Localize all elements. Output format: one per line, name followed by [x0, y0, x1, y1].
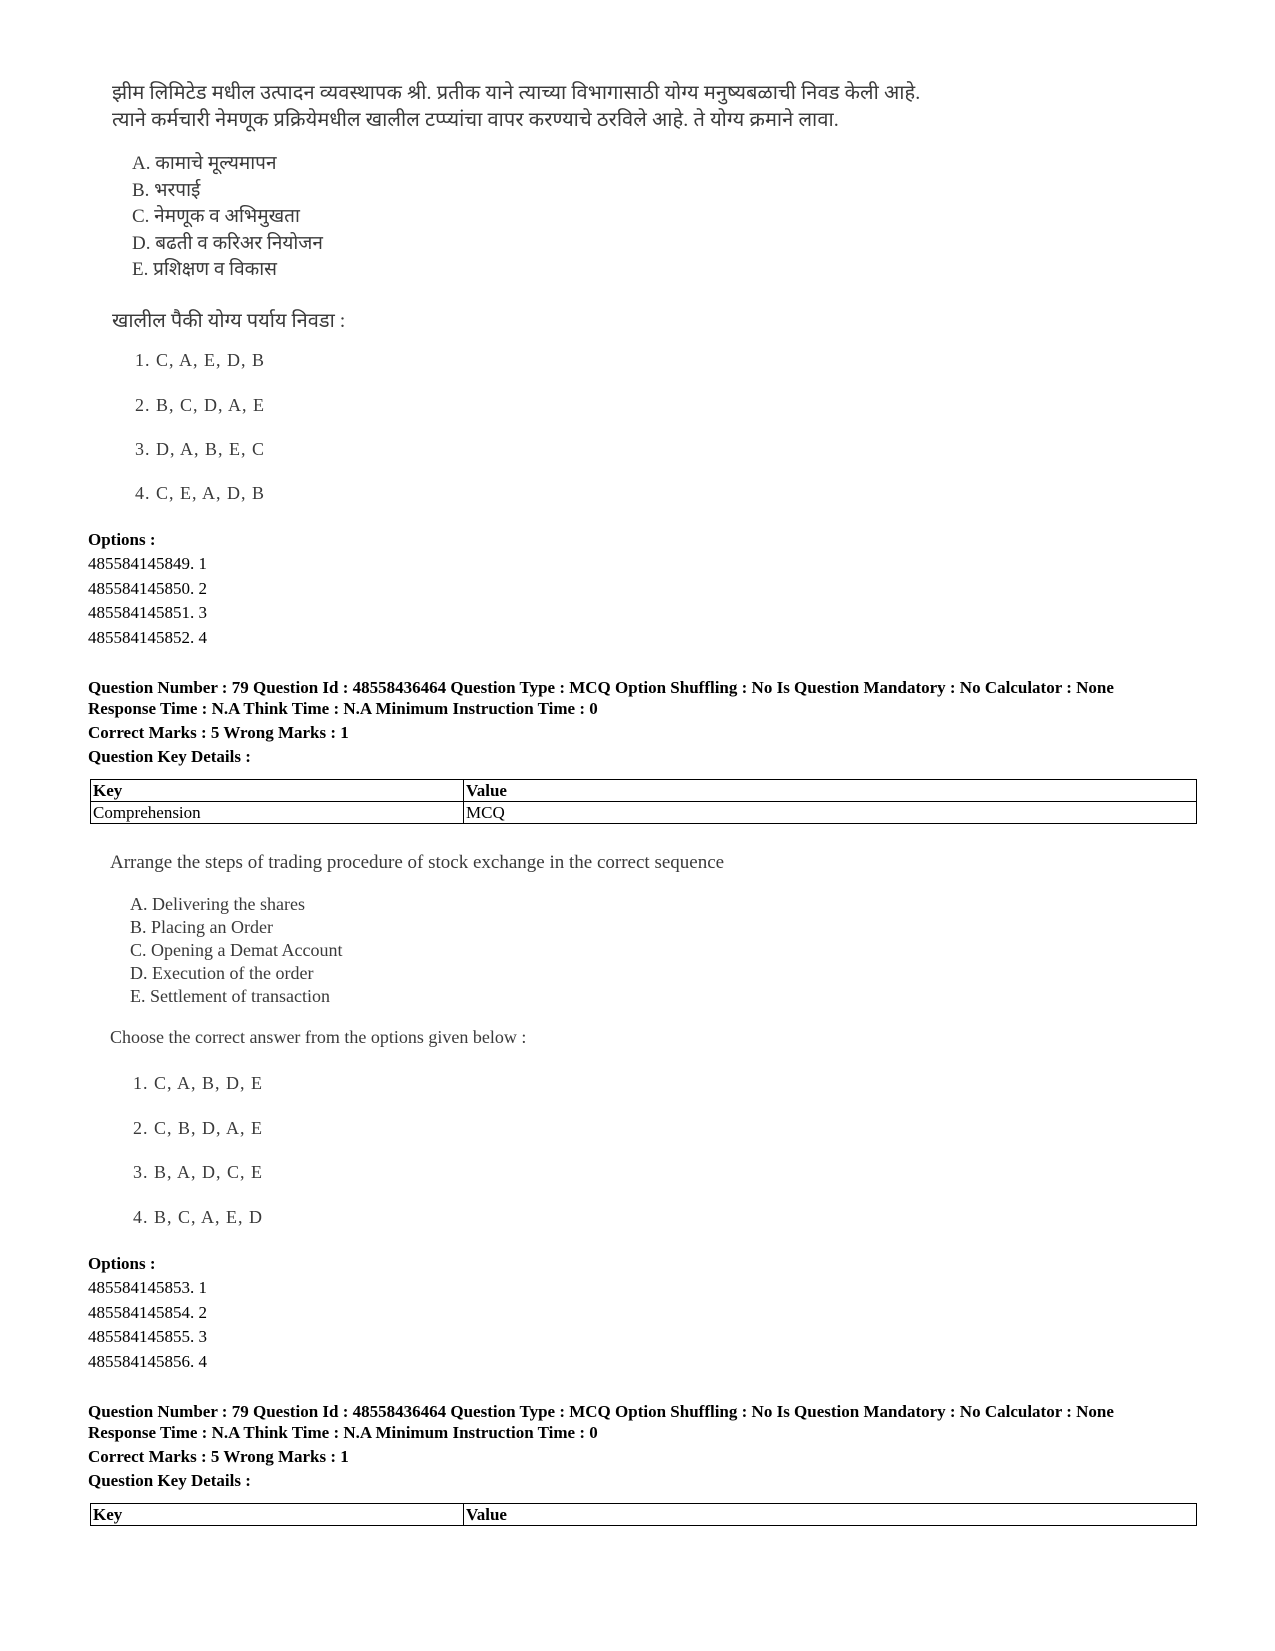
- question-meta-line: Question Number : 79 Question Id : 48558436464 Question Type : MCQ Option Shuffling : No Is Question Mandatory : No Calculator : None: [88, 678, 1114, 697]
- table-cell: MCQ: [464, 802, 1197, 824]
- choice-item: 3. B, A, D, C, E: [133, 1162, 264, 1182]
- question-78-text: [112, 80, 920, 134]
- table-row: [91, 802, 1197, 824]
- table-header-key: Key: [91, 780, 464, 802]
- key-value-table: [90, 779, 1197, 824]
- choice-item: 1. C, A, B, D, E: [133, 1073, 264, 1093]
- option-line: 485584145856. 4: [88, 1351, 207, 1371]
- option-line: 485584145852. 4: [88, 627, 207, 647]
- choice-item: 2. C, B, D, A, E: [133, 1118, 264, 1138]
- list-item: C. नेमणूक व अभिमुखता: [132, 206, 300, 227]
- choice-item: 1. C, A, E, D, B: [135, 350, 266, 370]
- question-meta-line: Question Number : 79 Question Id : 48558436464 Question Type : MCQ Option Shuffling : No Is Question Mandatory : No Calculator : None: [88, 1402, 1114, 1421]
- option-line: 485584145853. 1: [88, 1278, 207, 1297]
- question-78-prompt: खालील पैकी योग्य पर्याय निवडा :: [112, 310, 346, 332]
- list-item: E. Settlement of transaction: [130, 986, 330, 1006]
- question-meta-line: Response Time : N.A Think Time : N.A Minimum Instruction Time : 0: [88, 1423, 598, 1442]
- list-item: A. कामाचे मूल्यमापन: [132, 153, 277, 174]
- list-item: D. बढती व करिअर नियोजन: [132, 232, 323, 254]
- question-meta-line: Response Time : N.A Think Time : N.A Minimum Instruction Time : 0: [88, 699, 598, 718]
- options-block: [88, 527, 207, 650]
- table-header-value: Value: [464, 780, 1197, 802]
- option-line: 485584145855. 3: [88, 1327, 207, 1346]
- key-value-table: [90, 1503, 1197, 1526]
- option-line: 485584145851. 3: [88, 603, 207, 622]
- question-78-items: [132, 152, 323, 285]
- question-meta: [88, 1401, 1114, 1491]
- list-item: B. भरपाई: [132, 179, 201, 201]
- option-line: 485584145849. 1: [88, 554, 207, 573]
- choice-item: 2. B, C, D, A, E: [135, 395, 266, 415]
- choice-item: 3. D, A, B, E, C: [135, 439, 266, 459]
- table-header-row: [91, 780, 1197, 802]
- list-item: A. Delivering the shares: [130, 894, 305, 914]
- choice-item: 4. B, C, A, E, D: [133, 1207, 264, 1227]
- table-header-row: [91, 1504, 1197, 1526]
- option-line: 485584145850. 2: [88, 578, 207, 598]
- list-item: D. Execution of the order: [130, 963, 314, 983]
- marks-line: Correct Marks : 5 Wrong Marks : 1: [88, 1447, 349, 1466]
- option-line: 485584145854. 2: [88, 1302, 207, 1322]
- options-block: [88, 1251, 207, 1374]
- question-meta: [88, 677, 1114, 767]
- question-text-line: झीम लिमिटेड मधील उत्पादन व्यवस्थापक श्री. प्रतीक याने त्याच्या विभागासाठी योग्य मनुष्यबळाची निवड केली आहे.: [112, 82, 921, 104]
- question-79-prompt: Choose the correct answer from the options given below :: [110, 1027, 527, 1047]
- list-item: C. Opening a Demat Account: [130, 940, 343, 960]
- options-label: Options :: [88, 530, 156, 549]
- marks-line: Correct Marks : 5 Wrong Marks : 1: [88, 723, 349, 742]
- list-item: E. प्रशिक्षण व विकास: [132, 259, 278, 280]
- table-header-key: Key: [91, 1504, 464, 1526]
- question-79-text: Arrange the steps of trading procedure of stock exchange in the correct sequence: [110, 852, 725, 873]
- key-details-label: Question Key Details :: [88, 747, 251, 766]
- question-text-line: त्याने कर्मचारी नेमणूक प्रक्रियेमधील खालील टप्प्यांचा वापर करण्याचे ठरविले आहे. ते योग्य क्रमाने लावा.: [112, 109, 839, 131]
- key-details-label: Question Key Details :: [88, 1471, 251, 1490]
- table-header-value: Value: [464, 1504, 1197, 1526]
- table-cell: Comprehension: [91, 802, 464, 824]
- question-79-items: [130, 893, 342, 1008]
- list-item: B. Placing an Order: [130, 917, 273, 937]
- options-label: Options :: [88, 1254, 156, 1273]
- choice-item: 4. C, E, A, D, B: [135, 483, 266, 503]
